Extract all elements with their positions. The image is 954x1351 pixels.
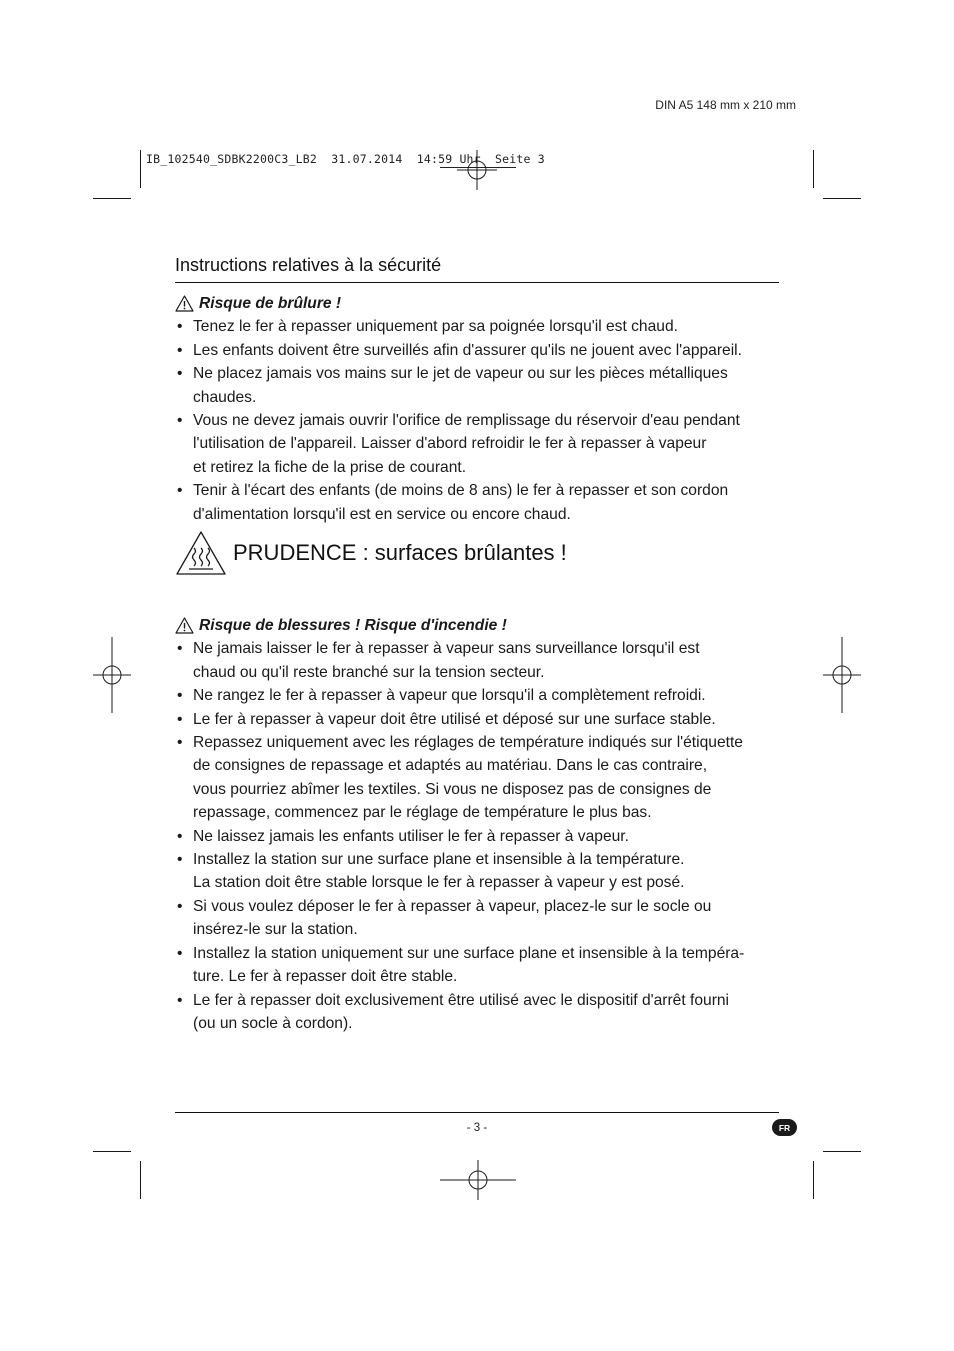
list-item: • Installez la station sur une surface plane et insensible à la température. La station doit être stable lorsque le fer à repasser à vapeur y est posé.	[175, 848, 781, 895]
injury-fire-risk-block	[175, 614, 781, 1035]
crop-mark-top-right-horizontal	[823, 198, 861, 199]
section-title: Instructions relatives à la sécurité	[175, 255, 442, 275]
crop-mark-bottom-left-vertical	[140, 1161, 141, 1199]
crop-mark-bottom-right-horizontal	[823, 1151, 861, 1152]
hot-surface-heading: PRUDENCE : surfaces brûlantes !	[233, 540, 567, 565]
crop-mark-bottom-left-horizontal	[93, 1151, 131, 1152]
warning-triangle-icon	[175, 617, 194, 634]
list-item: • Les enfants doivent être surveillés afin d'assurer qu'ils ne jouent avec l'appareil.	[175, 339, 781, 362]
registration-mark-icon	[457, 150, 497, 190]
crop-mark-top-left-vertical	[140, 150, 141, 188]
crop-mark-top-right-vertical	[813, 150, 814, 188]
crop-mark-bottom-right-vertical	[813, 1161, 814, 1199]
page-number: - 3 -	[466, 1122, 488, 1134]
section-divider	[175, 282, 779, 283]
injury-fire-risk-list	[175, 637, 781, 1035]
registration-mark-icon	[93, 637, 131, 713]
crop-mark-top-left-horizontal	[93, 198, 131, 199]
list-item: • Repassez uniquement avec les réglages de température indiqués sur l'étiquette de consignes de repassage et adaptés au matériau. Dans le cas contraire, vous pourriez abîmer les textiles. Si vous ne disposez pas de consignes de repassage, commencez par le réglage de température le plus bas.	[175, 731, 781, 825]
burn-risk-heading: Risque de brûlure !	[175, 292, 781, 315]
list-item: • Le fer à repasser doit exclusivement être utilisé avec le dispositif d'arrêt fourni (ou un socle à cordon).	[175, 989, 781, 1036]
list-item: • Si vous voulez déposer le fer à repasser à vapeur, placez-le sur le socle ou insérez-le sur la station.	[175, 895, 781, 942]
list-item: • Ne rangez le fer à repasser à vapeur que lorsqu'il a complètement refroidi.	[175, 684, 781, 707]
injury-fire-risk-heading: Risque de blessures ! Risque d'incendie !	[175, 614, 781, 637]
warning-triangle-icon	[175, 295, 194, 312]
language-badge: FR	[772, 1119, 797, 1136]
registration-mark-icon	[823, 637, 861, 713]
hot-surface-warning	[175, 530, 567, 576]
hot-surface-icon	[175, 530, 227, 576]
burn-risk-list	[175, 315, 781, 526]
list-item: • Ne placez jamais vos mains sur le jet de vapeur ou sur les pièces métalliques chaudes.	[175, 362, 781, 409]
list-item: • Le fer à repasser à vapeur doit être utilisé et déposé sur une surface stable.	[175, 708, 781, 731]
slug-line: IB_102540_SDBK2200C3_LB2 31.07.2014 14:59 Uhr Seite 3	[146, 152, 545, 166]
list-item: • Tenir à l'écart des enfants (de moins de 8 ans) le fer à repasser et son cordon d'alimentation lorsqu'il est en service ou encore chaud.	[175, 479, 781, 526]
burn-risk-block	[175, 292, 781, 526]
registration-mark-icon	[440, 1160, 516, 1200]
list-item: • Installez la station uniquement sur une surface plane et insensible à la tempéra- ture. Le fer à repasser doit être stable.	[175, 942, 781, 989]
list-item: • Ne laissez jamais les enfants utiliser le fer à repasser à vapeur.	[175, 825, 781, 848]
footer-divider	[175, 1112, 779, 1113]
print-format-label: DIN A5 148 mm x 210 mm	[655, 98, 796, 112]
list-item: • Ne jamais laisser le fer à repasser à vapeur sans surveillance lorsqu'il est chaud ou qu'il reste branché sur la tension secteur.	[175, 637, 781, 684]
list-item: • Tenez le fer à repasser uniquement par sa poignée lorsqu'il est chaud.	[175, 315, 781, 338]
list-item: • Vous ne devez jamais ouvrir l'orifice de remplissage du réservoir d'eau pendant l'utilisation de l'appareil. Laisser d'abord refroidir le fer à repasser à vapeur et retirez la fiche de la prise de courant.	[175, 409, 781, 479]
